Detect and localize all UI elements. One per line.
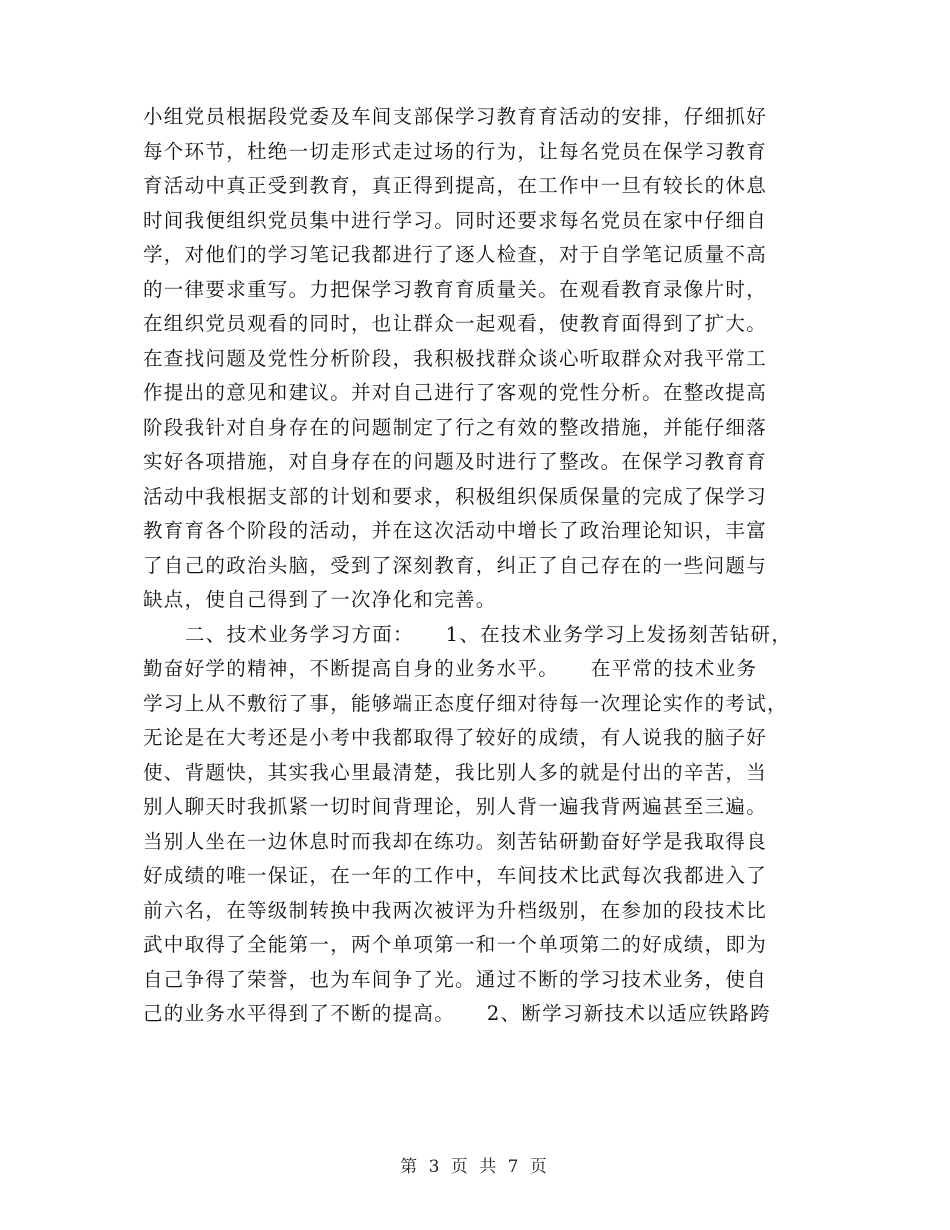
document-body [143,100,823,1032]
text-line: 教育育各个阶段的活动，并在这次活动中增长了政治理论知识，丰富 [143,519,768,542]
text-line: 使、背题快，其实我心里最清楚，我比别人多的就是付出的辛苦，当 [143,760,768,784]
text-line: 别人聊天时我抓紧一切时间背理论，别人背一遍我背两遍甚至三遍。 [143,795,768,818]
text-line: 自己争得了荣誉，也为车间争了光。通过不断的学习技术业务，使自 [143,967,768,991]
text-line: 作提出的意见和建议。并对自己进行了客观的党性分析。在整改提高 [143,381,768,404]
text-line: 育活动中真正受到教育，真正得到提高，在工作中一旦有较长的休息 [143,174,768,197]
text-line: 活动中我根据支部的计划和要求，积极组织保质保量的完成了保学习 [143,484,768,508]
section-heading-line: 二、技术业务学习方面： 1、在技术业务学习上发扬刻苦钻研， [185,622,793,646]
text-line: 勤奋好学的精神，不断提高自身的业务水平。 在平常的技术业务 [143,657,758,680]
text-line: 好成绩的唯一保证，在一年的工作中，车间技术比武每次我都进入了 [143,864,768,887]
text-line: 了自己的政治头脑，受到了深刻教育，纠正了自己存在的一些问题与 [143,553,768,577]
text-line: 的一律要求重写。力把保学习教育育质量关。在观看教育录像片时， [143,277,768,301]
text-line: 学习上从不敷衍了事，能够端正态度仔细对待每一次理论实作的考试， [143,691,788,715]
text-line: 实好各项措施，对自身存在的问题及时进行了整改。在保学习教育育 [143,450,768,473]
text-line: 无论是在大考还是小考中我都取得了较好的成绩，有人说我的脑子好 [143,726,768,749]
text-line: 当别人坐在一边休息时而我却在练功。刻苦钻研勤奋好学是我取得良 [143,829,768,853]
text-line: 时间我便组织党员集中进行学习。同时还要求每名党员在家中仔细自 [143,208,768,232]
text-line: 阶段我针对自身存在的问题制定了行之有效的整改措施，并能仔细落 [143,415,768,439]
text-line: 己的业务水平得到了不断的提高。 2、断学习新技术以适应铁路跨 [143,1002,771,1025]
page-number-footer: 第 3 页 共 7 页 [400,1157,550,1177]
text-line: 前六名，在等级制转换中我两次被评为升档级别，在参加的段技术比 [143,898,768,922]
text-line: 小组党员根据段党委及车间支部保学习教育育活动的安排，仔细抓好 [143,105,768,128]
text-line: 在组织党员观看的同时，也让群众一起观看，使教育面得到了扩大。 [143,312,768,335]
text-line: 学，对他们的学习笔记我都进行了逐人检查，对于自学笔记质量不高 [143,243,768,266]
text-line: 每个环节，杜绝一切走形式走过场的行为，让每名党员在保学习教育 [143,139,768,163]
text-line: 在查找问题及党性分析阶段，我积极找群众谈心听取群众对我平常工 [143,346,768,370]
text-line: 武中取得了全能第一，两个单项第一和一个单项第二的好成绩，即为 [143,933,768,956]
text-line: 缺点，使自己得到了一次净化和完善。 [143,588,497,611]
